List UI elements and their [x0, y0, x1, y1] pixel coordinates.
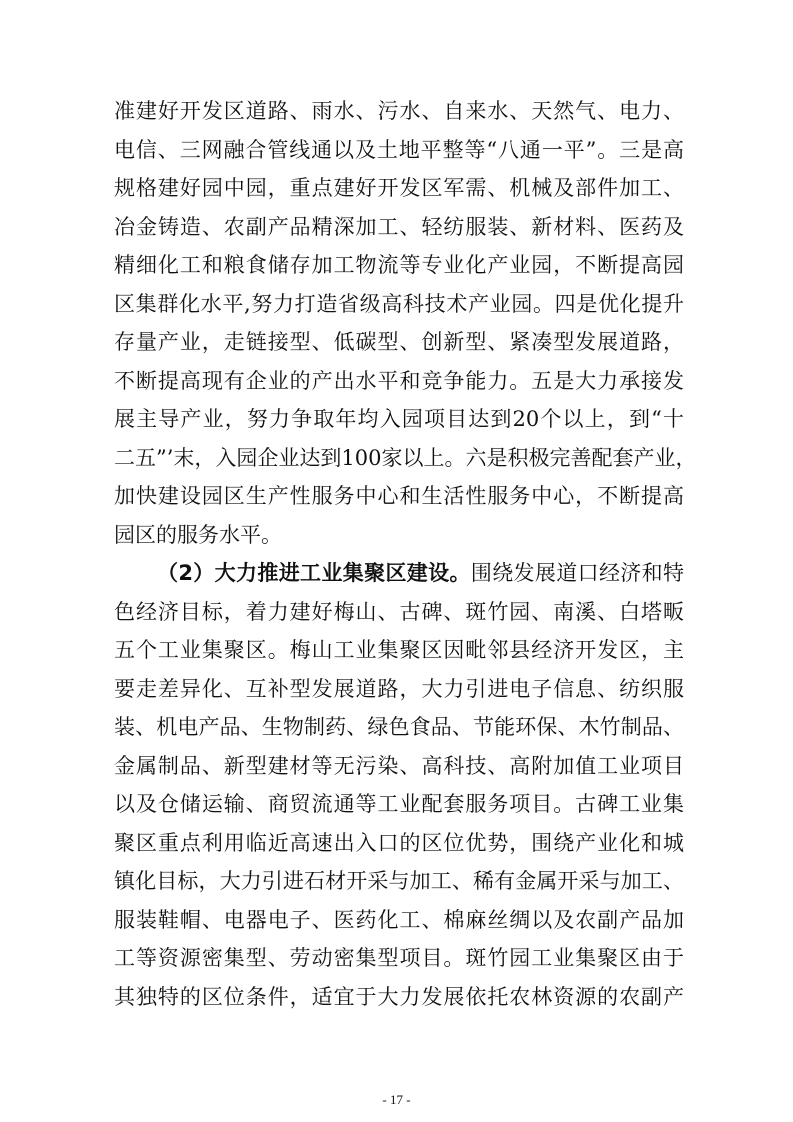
text-line: 工等资源密集型、劳动密集型项目。斑竹园工业集聚区由于 — [114, 946, 684, 970]
text-line: 准建好开发区道路、雨水、污水、自来水、天然气、电力、 — [114, 99, 684, 123]
text-line: 要走差异化、互补型发展道路，大力引进电子信息、纺织服 — [114, 676, 684, 701]
text-line: 服装鞋帽、电器电子、医药化工、棉麻丝绸以及农副产品加 — [114, 907, 684, 932]
page-number: - 17 - — [382, 1092, 411, 1107]
text-line: 不断提高现有企业的产出水平和竞争能力。五是大力承接发 — [114, 368, 684, 393]
section-first-line — [157, 554, 684, 592]
text-line: 精细化工和粮食储存加工物流等专业化产业园，不断提高园 — [114, 253, 684, 277]
text-line: 以及仓储运输、商贸流通等工业配套服务项目。古碑工业集 — [114, 792, 684, 816]
section-heading: （2）大力推进工业集聚区建设。 — [157, 561, 471, 585]
text-line: 金属制品、新型建材等无污染、高科技、高附加值工业项目 — [114, 753, 684, 778]
text-line: 色经济目标，着力建好梅山、古碑、斑竹园、南溪、白塔畈 — [114, 599, 684, 624]
text-line: 装、机电产品、生物制药、绿色食品、节能环保、木竹制品、 — [114, 715, 684, 739]
text-line: 园区的服务水平。 — [114, 522, 282, 547]
text-line: 区集群化水平,努力打造省级高科技术产业园。四是优化提升 — [114, 291, 684, 316]
text-line: 展主导产业，努力争取年均入园项目达到20个以上，到“十 — [114, 407, 684, 431]
text-line: 存量产业，走链接型、低碳型、创新型、紧凑型发展道路， — [114, 330, 684, 354]
text-line: 规格建好园中园，重点建好开发区军需、机械及部件加工、 — [114, 176, 684, 200]
text-line: 其独特的区位条件，适宜于大力发展依托农林资源的农副产 — [114, 984, 684, 1009]
text-line: 冶金铸造、农副产品精深加工、轻纺服装、新材料、医药及 — [114, 214, 684, 239]
text-line: 聚区重点利用临近高速出入口的区位优势，围绕产业化和城 — [114, 830, 684, 855]
text-line: 二五”’末，入园企业达到100家以上。六是积极完善配套产业， — [114, 445, 697, 470]
text-line: 五个工业集聚区。梅山工业集聚区因毗邻县经济开发区，主 — [114, 638, 684, 662]
text-line: 加快建设园区生产性服务中心和生活性服务中心，不断提高 — [114, 484, 684, 508]
section-first-line-text: 围绕发展道口经济和特 — [470, 561, 684, 585]
text-line: 镇化目标，大力引进石材开采与加工、稀有金属开采与加工、 — [114, 869, 684, 893]
text-line: 电信、三网融合管线通以及土地平整等“八通一平”。三是高 — [114, 137, 684, 162]
